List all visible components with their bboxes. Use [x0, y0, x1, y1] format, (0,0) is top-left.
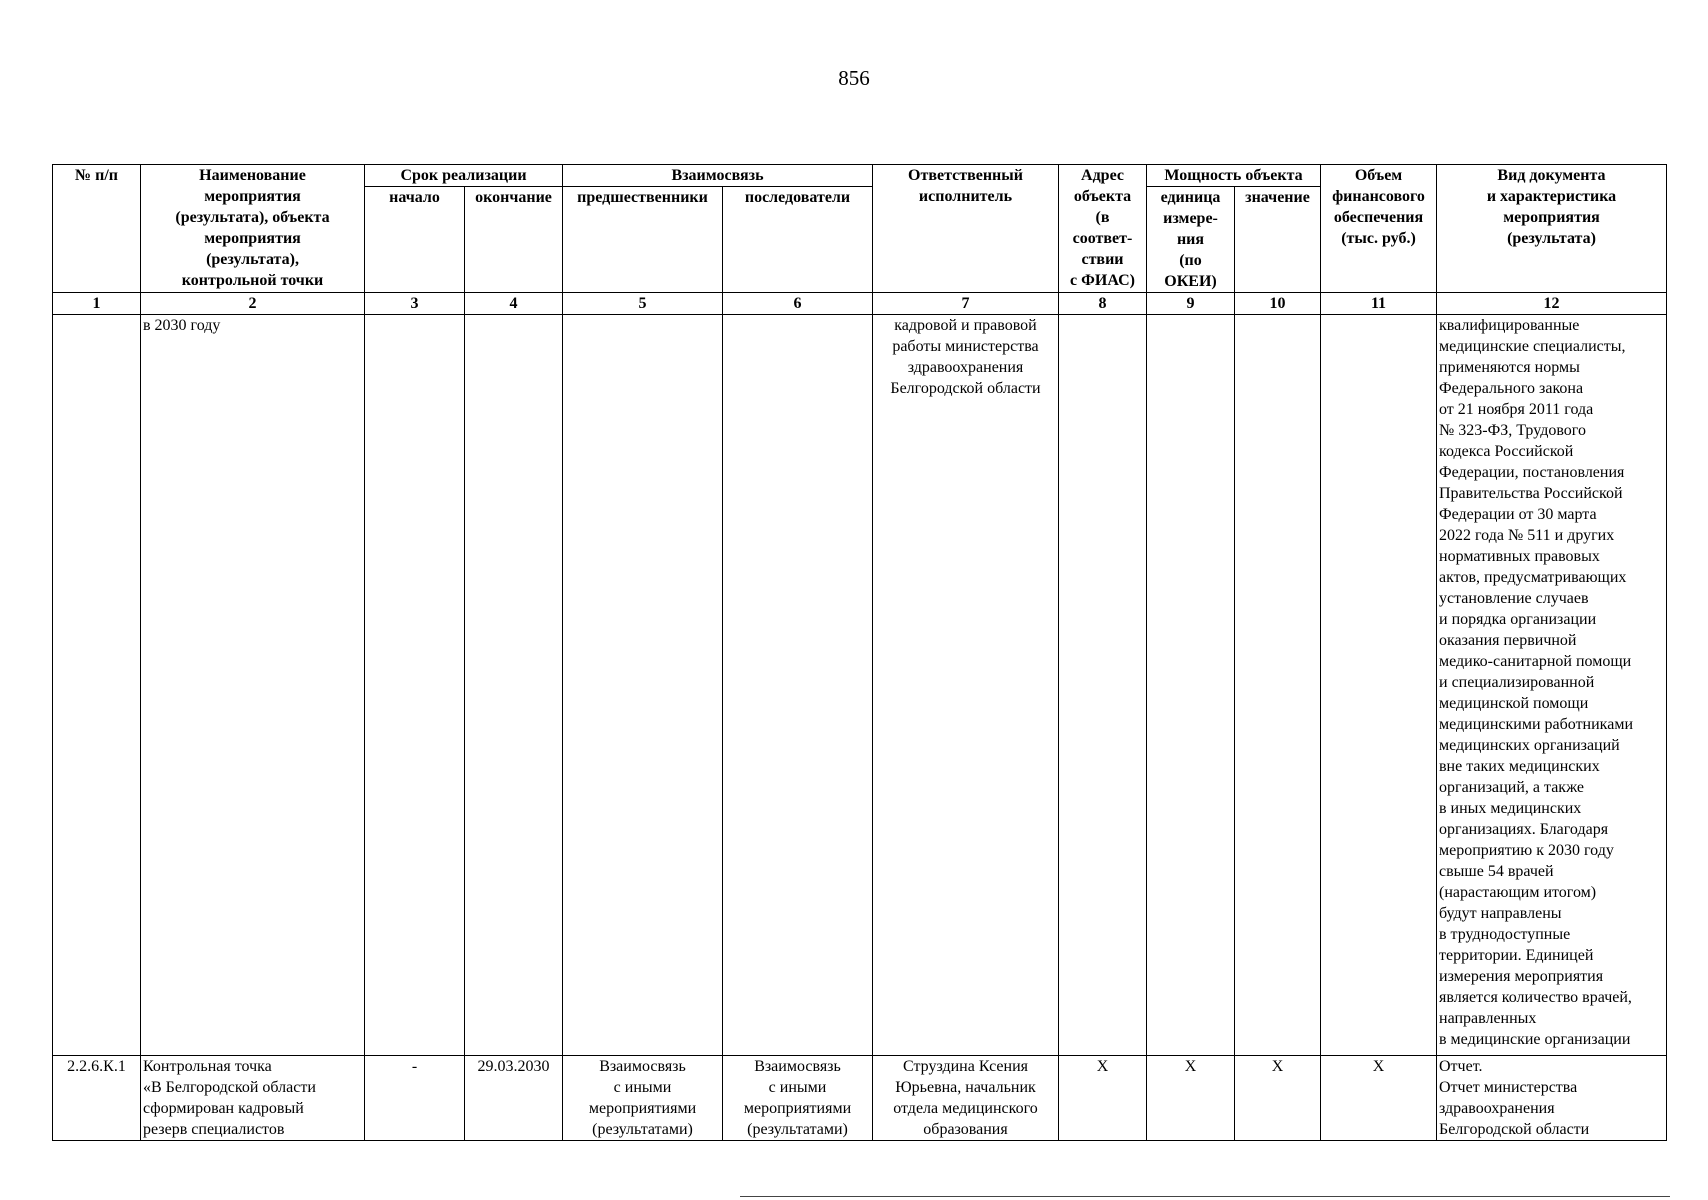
row2-funding: X	[1321, 1056, 1437, 1141]
row1-funding	[1321, 315, 1437, 1056]
row1-number	[53, 315, 141, 1056]
row2-end: 29.03.2030	[465, 1056, 563, 1141]
header-address: Адрес объекта (в соответ- ствии с ФИАС)	[1059, 165, 1147, 293]
header-predecessors: предшественники	[563, 187, 723, 293]
row1-predecessors	[563, 315, 723, 1056]
page-number: 856	[838, 66, 870, 90]
header-unit: единица измере- ния (по ОКЕИ)	[1147, 187, 1235, 293]
row2-predecessors: Взаимосвязь с иными мероприятиями (результатами)	[563, 1056, 723, 1141]
row1-start	[365, 315, 465, 1056]
row2-successors: Взаимосвязь с иными мероприятиями (результатами)	[723, 1056, 873, 1141]
header-start: начало	[365, 187, 465, 293]
column-number: 2	[141, 293, 365, 315]
table-row	[53, 315, 1667, 1056]
column-number: 5	[563, 293, 723, 315]
row1-end	[465, 315, 563, 1056]
header-funding: Объем финансового обеспечения (тыс. руб.)	[1321, 165, 1437, 293]
column-number: 10	[1235, 293, 1321, 315]
row2-address: X	[1059, 1056, 1147, 1141]
column-number: 8	[1059, 293, 1147, 315]
header-link-group: Взаимосвязь	[563, 165, 873, 187]
column-number: 7	[873, 293, 1059, 315]
column-number: 12	[1437, 293, 1667, 315]
column-number: 1	[53, 293, 141, 315]
plan-table	[52, 164, 1667, 1141]
row2-value: X	[1235, 1056, 1321, 1141]
header-term-group: Срок реализации	[365, 165, 563, 187]
row2-number: 2.2.6.К.1	[53, 1056, 141, 1141]
column-number: 11	[1321, 293, 1437, 315]
row1-document: квалифицированные медицинские специалисты, применяются нормы Федерального закона от 21 ноября 2011 года № 323-ФЗ, Трудового кодекса Российской Федерации, постановления Правительства Российской Федерации от 30 марта 2022 года № 511 и других нормативных правовых актов, предусматривающих установление случаев и порядка организации оказания первичной медико-санитарной помощи и специализированной медицинской помощи медицинскими работниками медицинских организаций вне таких медицинских организаций, а также в иных медицинских организациях. Благодаря мероприятию к 2030 году свыше 54 врачей (нарастающим итогом) будут направлены в труднодоступные территории. Единицей измерения мероприятия является количество врачей, направленных в медицинские организации	[1437, 315, 1667, 1056]
row1-address	[1059, 315, 1147, 1056]
row2-unit: X	[1147, 1056, 1235, 1141]
column-number: 4	[465, 293, 563, 315]
column-number: 9	[1147, 293, 1235, 315]
column-number-row	[53, 293, 1667, 315]
row1-successors	[723, 315, 873, 1056]
row1-name: в 2030 году	[141, 315, 365, 1056]
header-document: Вид документа и характеристика мероприятия (результата)	[1437, 165, 1667, 293]
row2-name: Контрольная точка «В Белгородской области сформирован кадровый резерв специалистов	[141, 1056, 365, 1141]
header-power-group: Мощность объекта	[1147, 165, 1321, 187]
bottom-rule	[740, 1196, 1670, 1197]
column-number: 3	[365, 293, 465, 315]
row2-start: -	[365, 1056, 465, 1141]
row2-responsible: Струздина Ксения Юрьевна, начальник отдела медицинского образования	[873, 1056, 1059, 1141]
header-number: № п/п	[53, 165, 141, 293]
column-number: 6	[723, 293, 873, 315]
header-responsible: Ответственный исполнитель	[873, 165, 1059, 293]
row1-value	[1235, 315, 1321, 1056]
header-value: значение	[1235, 187, 1321, 293]
row1-unit	[1147, 315, 1235, 1056]
row2-document: Отчет. Отчет министерства здравоохранения Белгородской области	[1437, 1056, 1667, 1141]
row1-responsible: кадровой и правовой работы министерства здравоохранения Белгородской области	[873, 315, 1059, 1056]
header-row-1	[53, 165, 1667, 187]
header-successors: последователи	[723, 187, 873, 293]
table-row	[53, 1056, 1667, 1141]
header-name: Наименование мероприятия (результата), объекта мероприятия (результата), контрольной точки	[141, 165, 365, 293]
header-end: окончание	[465, 187, 563, 293]
